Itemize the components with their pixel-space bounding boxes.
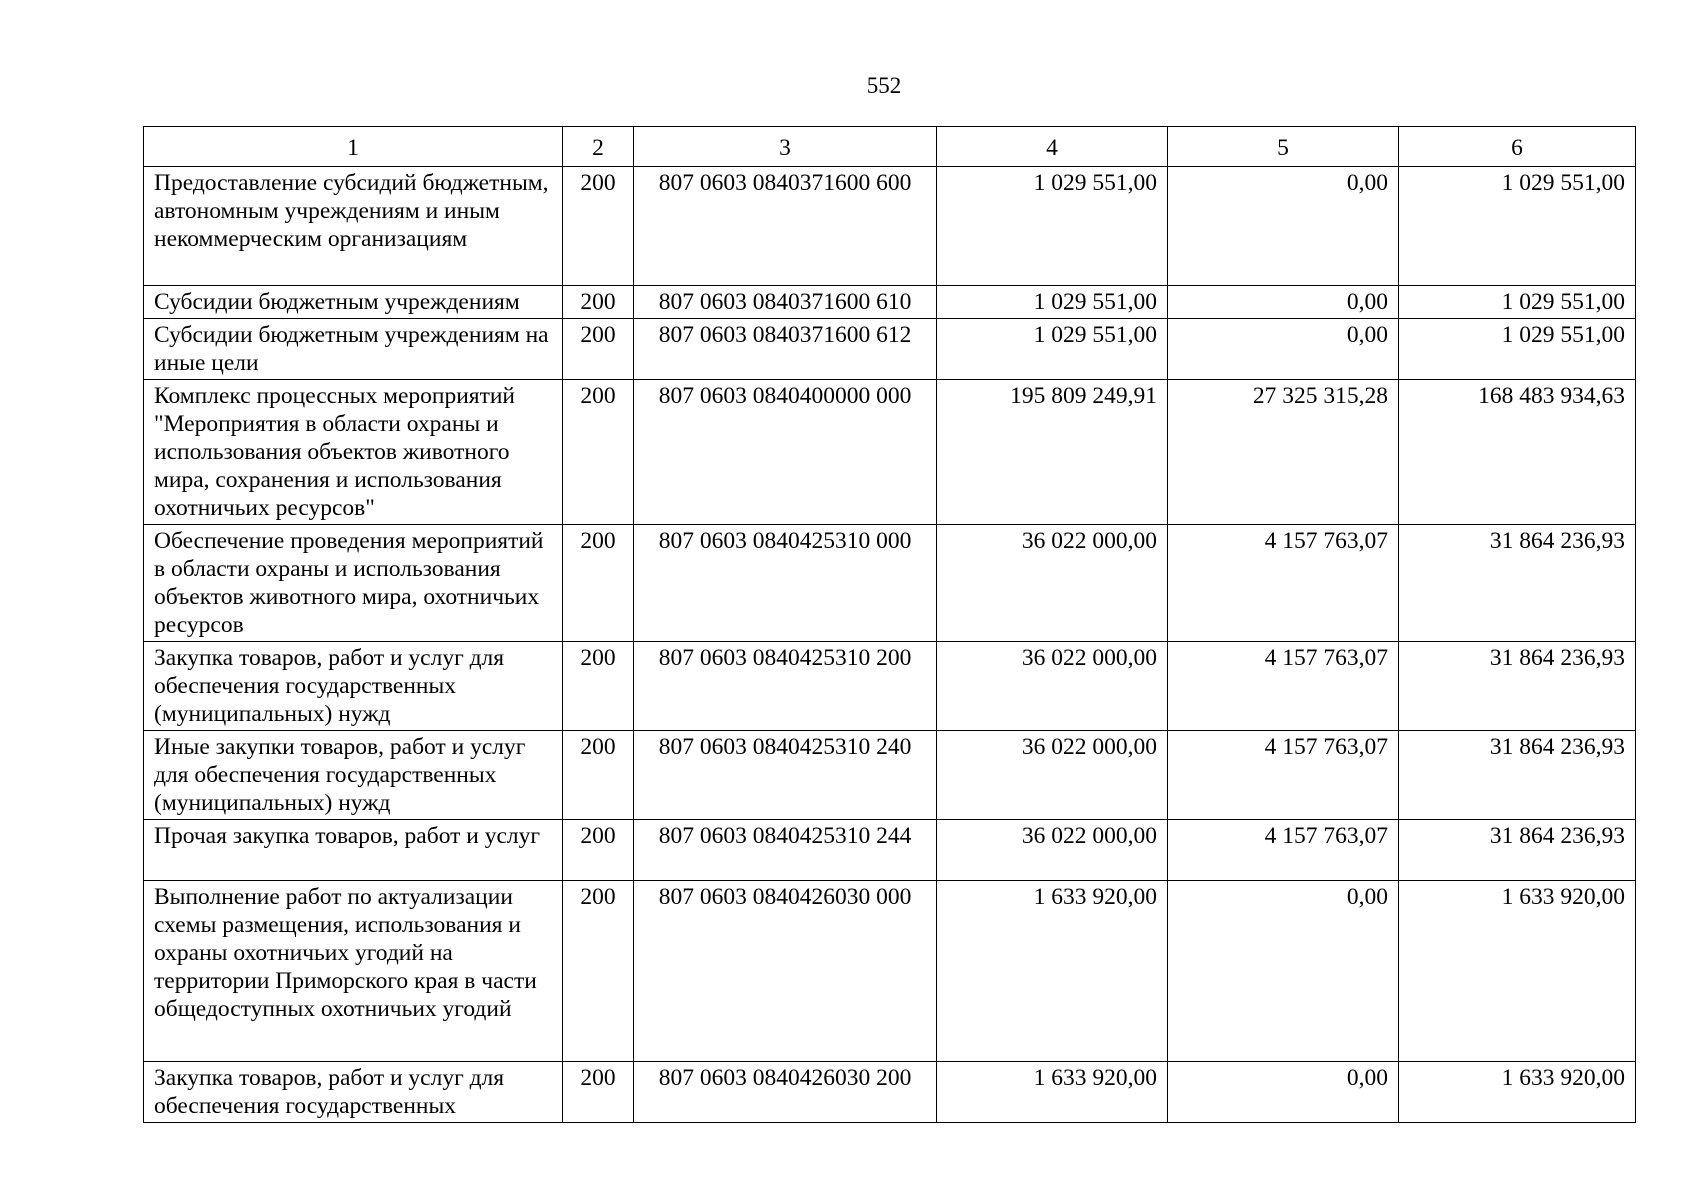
row-col6: 1 633 920,00 (1399, 1062, 1636, 1123)
header-col-6: 6 (1399, 127, 1636, 167)
row-kbk: 807 0603 0840371600 600 (634, 167, 937, 286)
row-col6: 1 633 920,00 (1399, 881, 1636, 1062)
header-col-4: 4 (937, 127, 1168, 167)
header-col-3: 3 (634, 127, 937, 167)
table-row (144, 881, 1636, 1062)
row-kbk: 807 0603 0840425310 240 (634, 731, 937, 820)
row-col5: 0,00 (1168, 1062, 1399, 1123)
table-row (144, 1062, 1636, 1123)
table-row (144, 820, 1636, 881)
table-row (144, 525, 1636, 642)
table-row (144, 731, 1636, 820)
row-code: 200 (563, 1062, 634, 1123)
row-code: 200 (563, 286, 634, 319)
budget-table (143, 126, 1636, 1123)
row-col4: 1 029 551,00 (937, 286, 1168, 319)
table-header (144, 127, 1636, 167)
row-col6: 31 864 236,93 (1399, 525, 1636, 642)
row-col5: 4 157 763,07 (1168, 525, 1399, 642)
row-col6: 1 029 551,00 (1399, 167, 1636, 286)
row-kbk: 807 0603 0840425310 244 (634, 820, 937, 881)
header-col-2: 2 (563, 127, 634, 167)
table-row (144, 319, 1636, 380)
row-name: Прочая закупка товаров, работ и услуг (144, 820, 563, 881)
row-col4: 195 809 249,91 (937, 380, 1168, 525)
header-col-1: 1 (144, 127, 563, 167)
row-col4: 36 022 000,00 (937, 731, 1168, 820)
row-name: Закупка товаров, работ и услуг для обеспечения государственных (144, 1062, 563, 1123)
row-col4: 1 029 551,00 (937, 167, 1168, 286)
row-col4: 36 022 000,00 (937, 642, 1168, 731)
row-name: Обеспечение проведения мероприятий в области охраны и использования объектов животного мира, охотничьих ресурсов (144, 525, 563, 642)
row-col5: 0,00 (1168, 881, 1399, 1062)
row-col5: 4 157 763,07 (1168, 642, 1399, 731)
row-col6: 31 864 236,93 (1399, 642, 1636, 731)
row-kbk: 807 0603 0840425310 200 (634, 642, 937, 731)
row-col4: 36 022 000,00 (937, 525, 1168, 642)
row-kbk: 807 0603 0840371600 612 (634, 319, 937, 380)
row-kbk: 807 0603 0840426030 000 (634, 881, 937, 1062)
row-name: Закупка товаров, работ и услуг для обеспечения государственных (муниципальных) нужд (144, 642, 563, 731)
row-col5: 0,00 (1168, 319, 1399, 380)
row-name: Субсидии бюджетным учреждениям (144, 286, 563, 319)
row-code: 200 (563, 881, 634, 1062)
row-kbk: 807 0603 0840425310 000 (634, 525, 937, 642)
row-col6: 168 483 934,63 (1399, 380, 1636, 525)
row-col4: 1 633 920,00 (937, 881, 1168, 1062)
row-code: 200 (563, 167, 634, 286)
row-col6: 1 029 551,00 (1399, 319, 1636, 380)
table-row (144, 642, 1636, 731)
row-col4: 36 022 000,00 (937, 820, 1168, 881)
row-col5: 0,00 (1168, 167, 1399, 286)
row-col5: 4 157 763,07 (1168, 731, 1399, 820)
row-name: Комплекс процессных мероприятий "Мероприятия в области охраны и использования объектов животного мира, сохранения и использования охотничьих ресурсов" (144, 380, 563, 525)
row-code: 200 (563, 820, 634, 881)
row-col6: 1 029 551,00 (1399, 286, 1636, 319)
row-col5: 0,00 (1168, 286, 1399, 319)
row-col4: 1 029 551,00 (937, 319, 1168, 380)
row-kbk: 807 0603 0840426030 200 (634, 1062, 937, 1123)
row-code: 200 (563, 642, 634, 731)
row-name: Выполнение работ по актуализации схемы размещения, использования и охраны охотничьих угодий на территории Приморского края в части общедоступных охотничьих угодий (144, 881, 563, 1062)
row-col5: 27 325 315,28 (1168, 380, 1399, 525)
row-name: Предоставление субсидий бюджетным, автономным учреждениям и иным некоммерческим организациям (144, 167, 563, 286)
row-col5: 4 157 763,07 (1168, 820, 1399, 881)
row-kbk: 807 0603 0840400000 000 (634, 380, 937, 525)
row-col4: 1 633 920,00 (937, 1062, 1168, 1123)
table-body (144, 167, 1636, 1123)
header-col-5: 5 (1168, 127, 1399, 167)
row-col6: 31 864 236,93 (1399, 731, 1636, 820)
table-row (144, 380, 1636, 525)
row-code: 200 (563, 731, 634, 820)
table-row (144, 167, 1636, 286)
row-code: 200 (563, 380, 634, 525)
row-code: 200 (563, 319, 634, 380)
row-name: Субсидии бюджетным учреждениям на иные цели (144, 319, 563, 380)
row-kbk: 807 0603 0840371600 610 (634, 286, 937, 319)
header-row (144, 127, 1636, 167)
page-number: 552 (866, 73, 902, 98)
table-row (144, 286, 1636, 319)
row-code: 200 (563, 525, 634, 642)
row-col6: 31 864 236,93 (1399, 820, 1636, 881)
row-name: Иные закупки товаров, работ и услуг для обеспечения государственных (муниципальных) нужд (144, 731, 563, 820)
